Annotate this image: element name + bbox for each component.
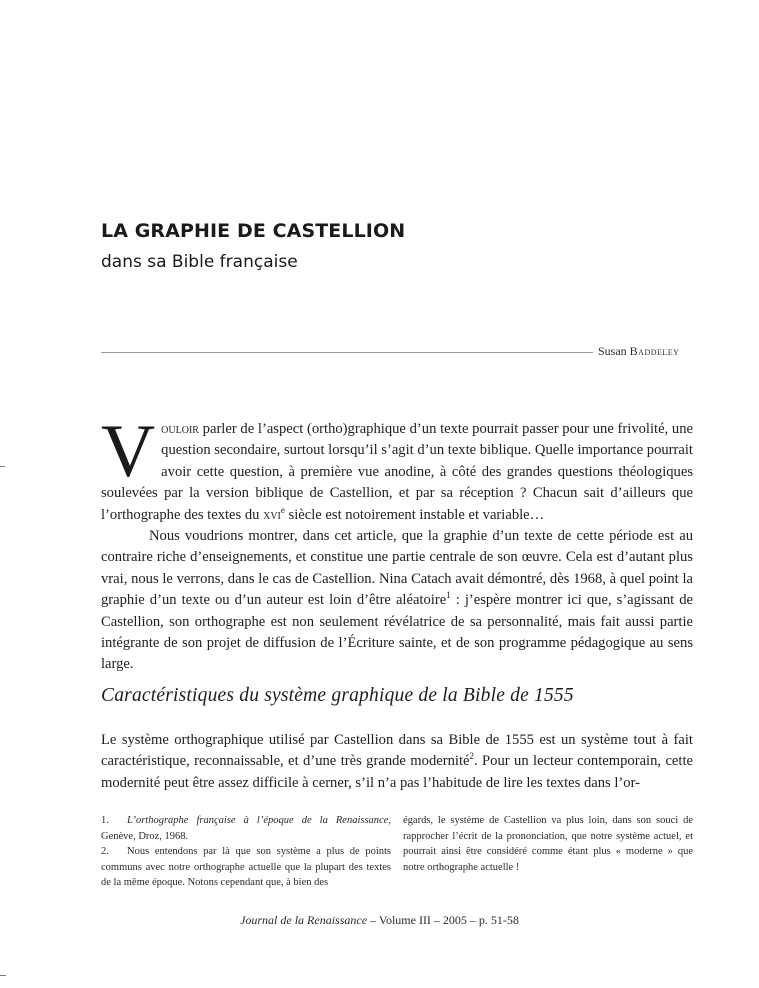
article-subtitle: dans sa Bible française [101, 252, 298, 272]
paragraph-2-end: : j’espère montrer ici que, s’agissant de Castellion, son orthographe est non seulement révélatrice de sa personnalité, mais fait aussi partie intégrante de son projet de diffusion de l’Écriture sainte, et de son programme pédagogique au sens large. [101, 592, 694, 673]
title-rule [101, 352, 593, 353]
section-paragraph [101, 730, 693, 794]
crop-mark-left [0, 466, 5, 467]
century-numeral: xvi [263, 506, 281, 523]
section-body: Le système orthographique utilisé par Castellion dans sa Bible de 1555 est un système tout à fait caractéristique, reconnaissable, et d’une très grande modernité [101, 732, 693, 770]
author-given: Susan [598, 344, 627, 358]
author-name [598, 344, 679, 359]
intro-paragraph-2 [101, 526, 693, 676]
paragraph-1-body: parler de l’aspect (ortho)graphique d’un texte pourrait passer pour une frivolité, une question secondaire, surtout lorsqu’il s’agit d’un texte biblique. Quelle importance pourrait avoir cette question, à première vue anodine, à côté des grandes questions théologiques soulevées par la version biblique de Castellion, et par sa réception ? Chacun sait d’ailleurs que l’orthographe des textes du [101, 421, 693, 523]
running-footer [0, 913, 759, 928]
footnote-1-rest: , Genève, Droz, 1968. [101, 815, 391, 842]
footnotes-column-right [403, 813, 693, 891]
footnote-1-number: 1. [101, 815, 109, 826]
lead-word: ouloir [161, 421, 199, 437]
author-family: Baddeley [629, 344, 680, 358]
journal-details: – Volume III – 2005 – p. 51-58 [367, 913, 519, 927]
footnotes [101, 813, 693, 891]
section-heading: Caractéristiques du système graphique de la Bible de 1555 [101, 685, 574, 706]
footnote-ref-2[interactable]: 2 [469, 751, 474, 762]
footnote-1 [101, 813, 391, 844]
footnote-2-continued: égards, le système de Castellion va plus loin, dans son souci de rapprocher l’écrit de la prononciation, que notre système actuel, et pourrait ainsi être considéré comme étant plus « moderne » que notre orthographe actuelle ! [403, 815, 693, 873]
footnote-2-number: 2. [101, 846, 109, 857]
paragraph-1-end: siècle est notoirement instable et variable… [284, 506, 545, 523]
paragraph-2-body: Nous voudrions montrer, dans cet article, que la graphie d’un texte de cette période est au contraire riche d’enseignements, et constitue une partie centrale de son œuvre. Cela est d’autant plus vrai, nous le verrons, dans le cas de Castellion. Nina Catach avait démontré, dès 1968, à quel point la graphie d’un texte ou d’un auteur est loin d’être aléatoire [101, 528, 693, 609]
intro-paragraph-1 [101, 410, 693, 526]
section-body-end: . Pour un lecteur contemporain, cette modernité peut être assez difficile à cerner, s’il n’a pas l’habitude de lire les textes dans l’or- [101, 753, 693, 791]
footnote-ref-1[interactable]: 1 [446, 590, 451, 601]
intro-text [101, 410, 694, 676]
century-superscript: e [280, 504, 285, 515]
journal-name: Journal de la Renaissance [240, 913, 368, 927]
drop-cap: V [101, 410, 156, 493]
crop-mark-bottom-left [0, 975, 6, 976]
footnote-2 [101, 844, 391, 891]
footnote-2-text: Nous entendons par là que son système a plus de points communs avec notre orthographe actuelle que la plupart des textes de la même époque. Notons cependant que, à bien des [101, 846, 391, 888]
footnote-1-title: L’orthographe française à l’époque de la Renaissance [127, 815, 389, 826]
article-title: LA GRAPHIE DE CASTELLION [101, 220, 406, 242]
footnotes-column-left [101, 813, 391, 891]
